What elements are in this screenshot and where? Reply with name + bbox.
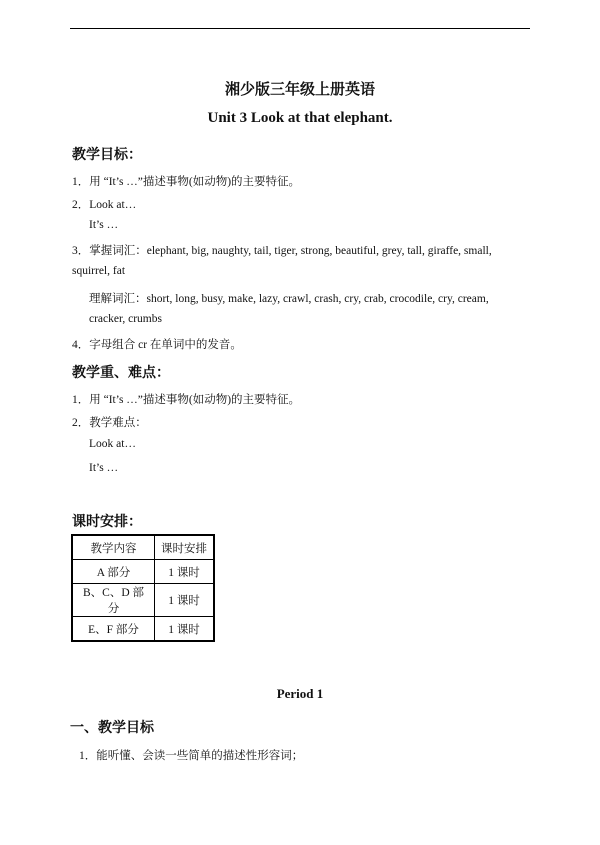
table-header-cell: 教学内容	[72, 535, 155, 560]
table-cell: 1 课时	[155, 560, 215, 584]
objective-item-3: 3．掌握词汇：elephant, big, naughty, tail, tiger, strong, beautiful, grey, tall, giraffe, small,	[72, 245, 492, 257]
key-point-item-2-line-a: Look at…	[89, 438, 136, 450]
objective-item-3-understand-continued: cracker, crumbs	[89, 313, 162, 325]
schedule-table	[71, 534, 215, 642]
key-point-item-2-line-b: It’s …	[89, 462, 119, 474]
period-objectives-heading: 一、教学目标	[70, 720, 154, 736]
table-cell: A 部分	[72, 560, 155, 584]
objective-item-1: 1．用 “It’s …”描述事物(如动物)的主要特征。	[72, 176, 301, 188]
schedule-heading: 课时安排：	[72, 514, 142, 530]
document-title-chinese: 湘少版三年级上册英语	[224, 80, 375, 98]
key-points-heading: 教学重、难点：	[72, 365, 170, 381]
header-rule	[70, 28, 530, 29]
objective-item-3-understand-vocab: 理解词汇：short, long, busy, make, lazy, crawl, crash, cry, crab, crocodile, cry, cream,	[89, 293, 489, 305]
table-cell: 1 课时	[155, 617, 215, 642]
key-point-item-1: 1．用 “It’s …”描述事物(如动物)的主要特征。	[72, 394, 301, 406]
period-objective-item-1: 1．能听懂、会读一些简单的描述性形容词；	[79, 750, 304, 762]
period-title: Period 1	[276, 686, 324, 701]
table-cell: 1 课时	[155, 584, 215, 617]
objective-item-3-continued: squirrel, fat	[72, 265, 126, 277]
document-title-english: Unit 3 Look at that elephant.	[207, 110, 393, 126]
objective-item-2-sentence: It’s …	[89, 219, 119, 231]
table-cell: B、C、D 部分	[72, 584, 155, 617]
objectives-heading: 教学目标：	[72, 147, 142, 163]
objective-item-4: 4．字母组合 cr 在单词中的发音。	[72, 339, 242, 351]
table-header-row	[72, 535, 214, 560]
table-cell: E、F 部分	[72, 617, 155, 642]
table-row	[72, 560, 214, 584]
table-row	[72, 584, 214, 617]
key-point-item-2: 2．教学难点：	[72, 417, 147, 429]
objective-item-2: 2．Look at…	[72, 199, 137, 211]
table-header-cell: 课时安排	[155, 535, 215, 560]
table-row	[72, 617, 214, 642]
